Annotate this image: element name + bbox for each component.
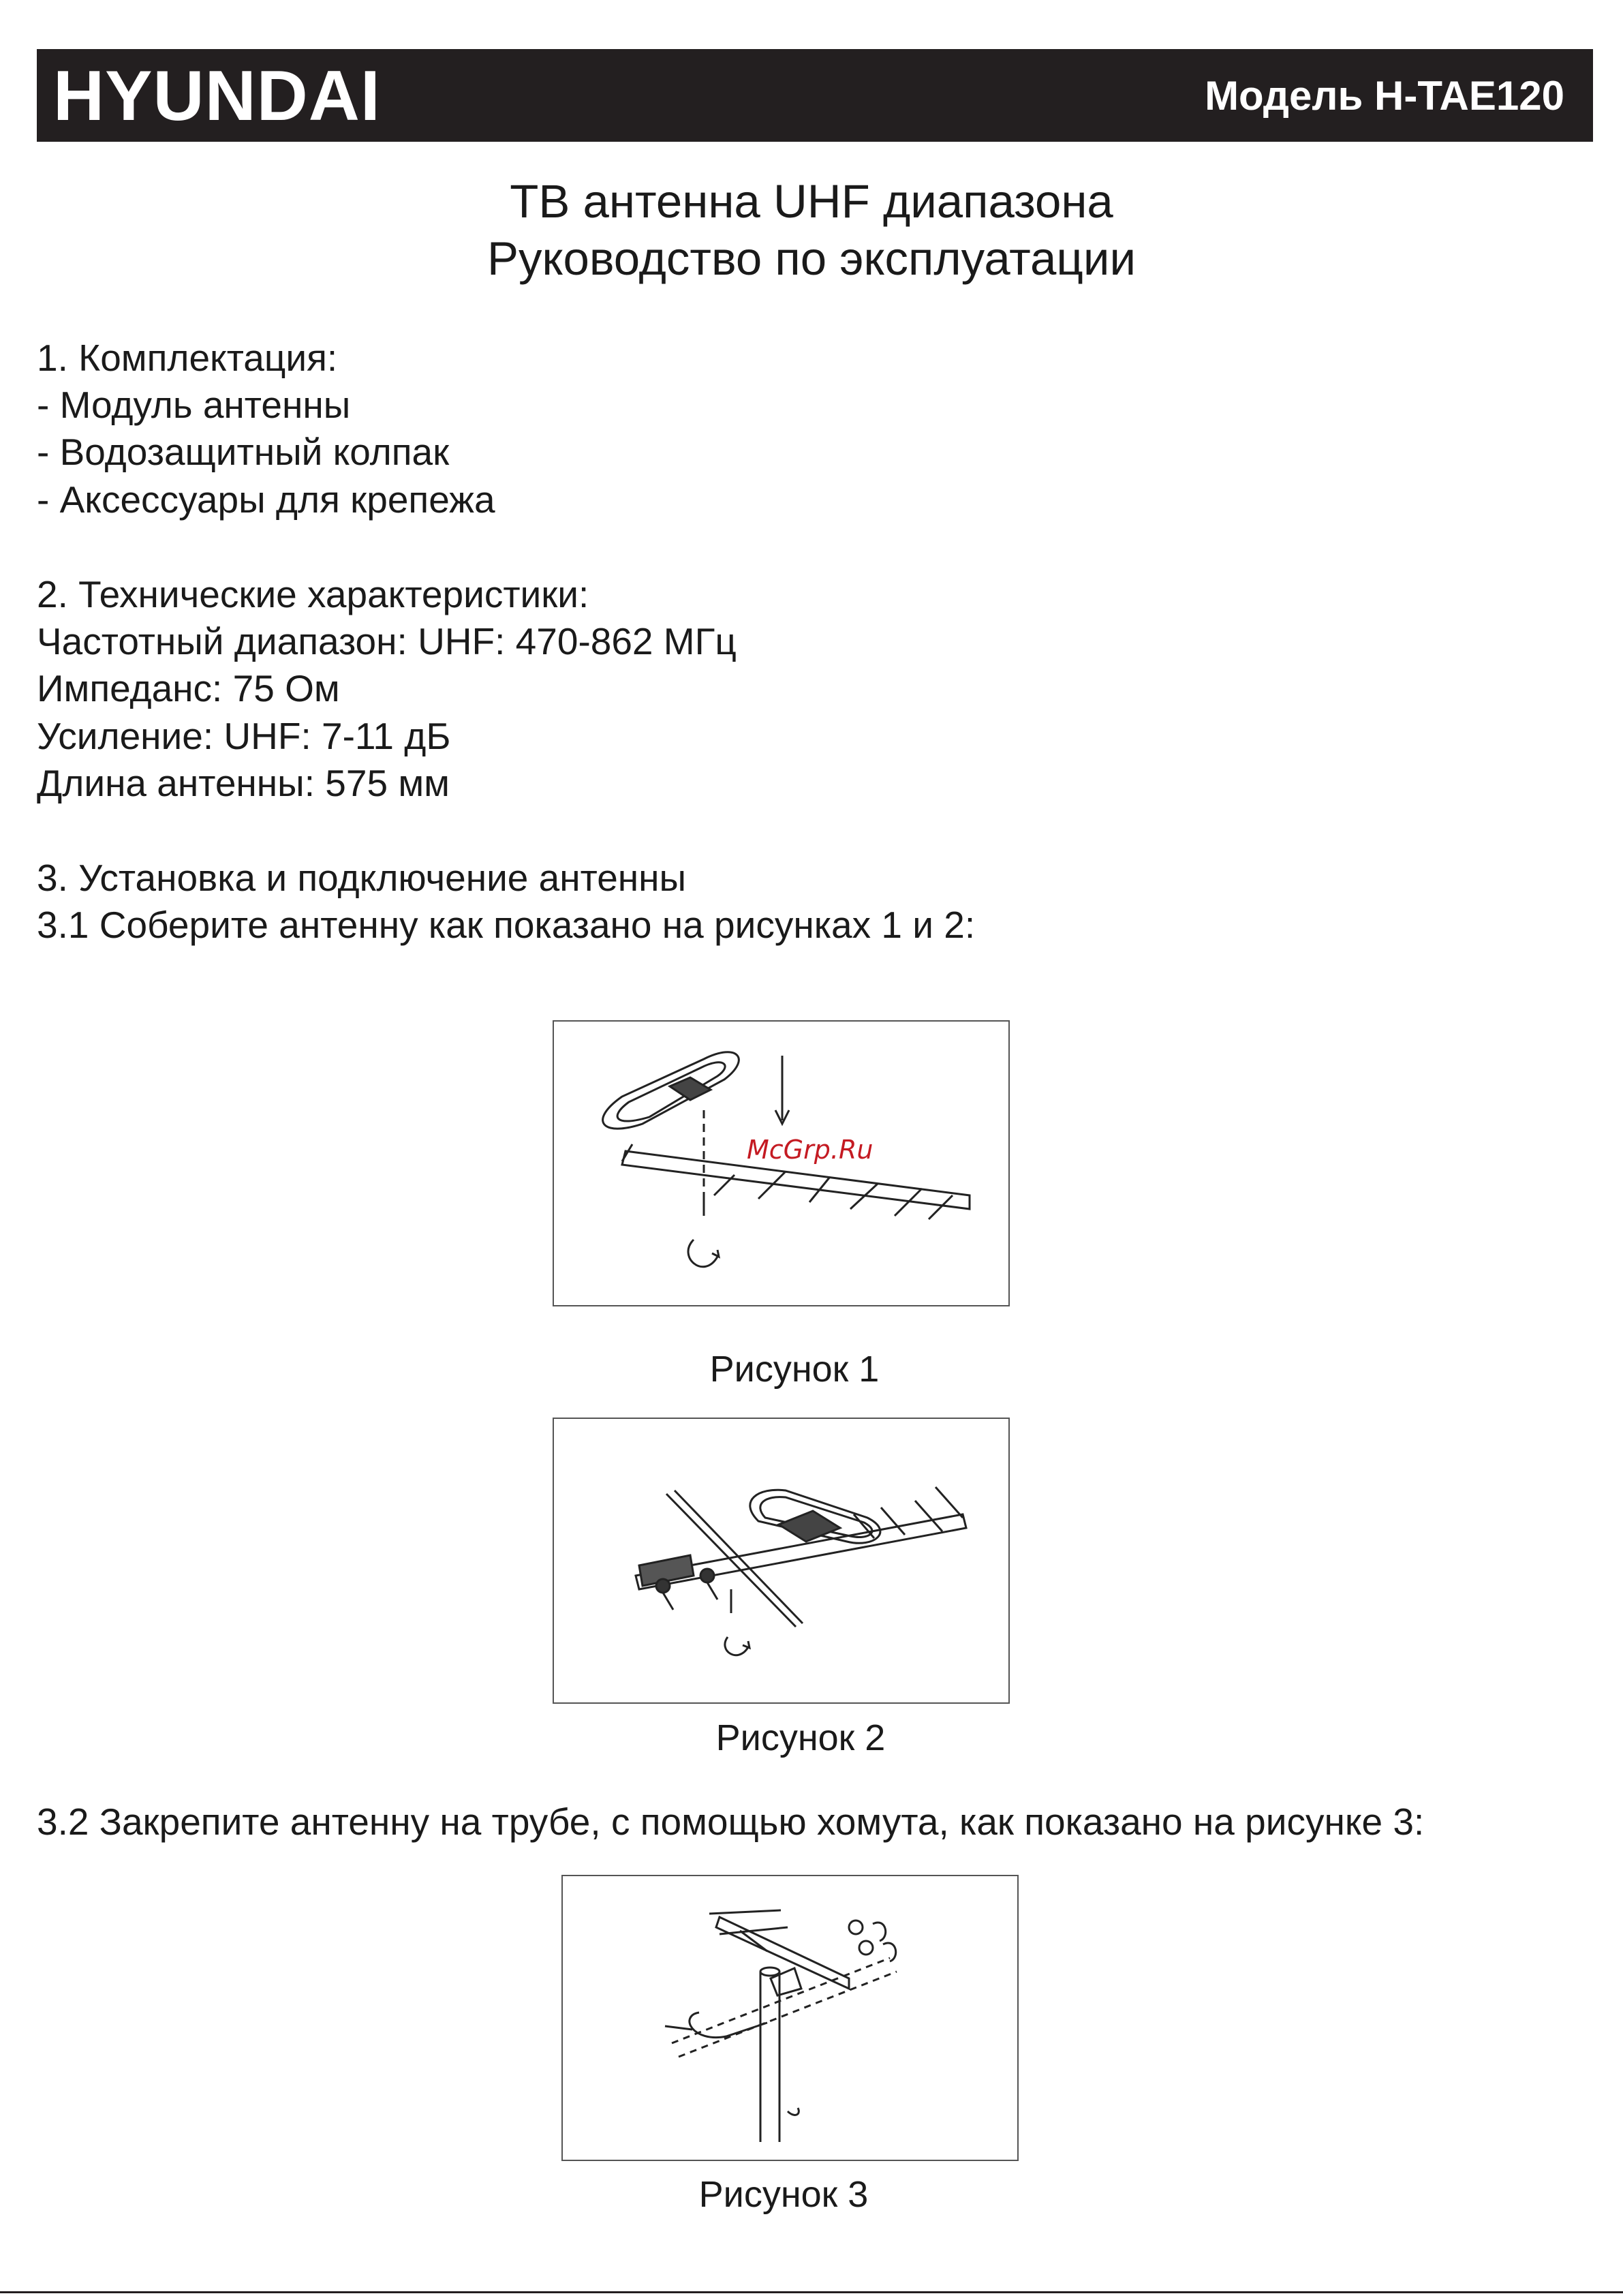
section-2-heading: 2. Технические характеристики: [37, 573, 589, 615]
spec-gain: Усиление: UHF: 7-11 дБ [37, 715, 451, 757]
brand-logo: HYUNDAI [53, 57, 381, 136]
watermark: McGrp.Ru [747, 1135, 874, 1165]
kit-item: - Аксессуары для крепежа [37, 478, 495, 521]
figure-2-illustration [554, 1419, 1008, 1702]
figure-3 [561, 1875, 1019, 2161]
figure-2-caption: Рисунок 2 [715, 1717, 886, 1758]
bottom-rule [0, 2291, 1623, 2293]
step-3-1: 3.1 Соберите антенну как показано на рисунках 1 и 2: [37, 904, 976, 946]
figure-2 [553, 1418, 1010, 1704]
figure-3-caption: Рисунок 3 [698, 2174, 869, 2215]
kit-item: - Водозащитный колпак [37, 431, 450, 473]
section-1-heading: 1. Комплектация: [37, 337, 338, 379]
figure-3-illustration [563, 1876, 1017, 2160]
spec-frequency: Частотный диапазон: UHF: 470-862 МГц [37, 620, 737, 662]
figure-1-caption: Рисунок 1 [709, 1349, 880, 1390]
section-3-heading: 3. Установка и подключение антенны [37, 857, 687, 899]
header-bar [37, 49, 1593, 142]
step-3-2: 3.2 Закрепите антенну на трубе, с помощью хомута, как показано на рисунке 3: [37, 1801, 1425, 1843]
document-subtitle: Руководство по эксплуатации [487, 232, 1136, 285]
model-label: Модель H-TAE120 [1205, 73, 1564, 119]
spec-length: Длина антенны: 575 мм [37, 762, 450, 804]
kit-item: - Модуль антенны [37, 384, 351, 426]
spec-impedance: Импеданс: 75 Ом [37, 667, 340, 709]
document-title: ТВ антенна UHF диапазона [510, 175, 1113, 228]
